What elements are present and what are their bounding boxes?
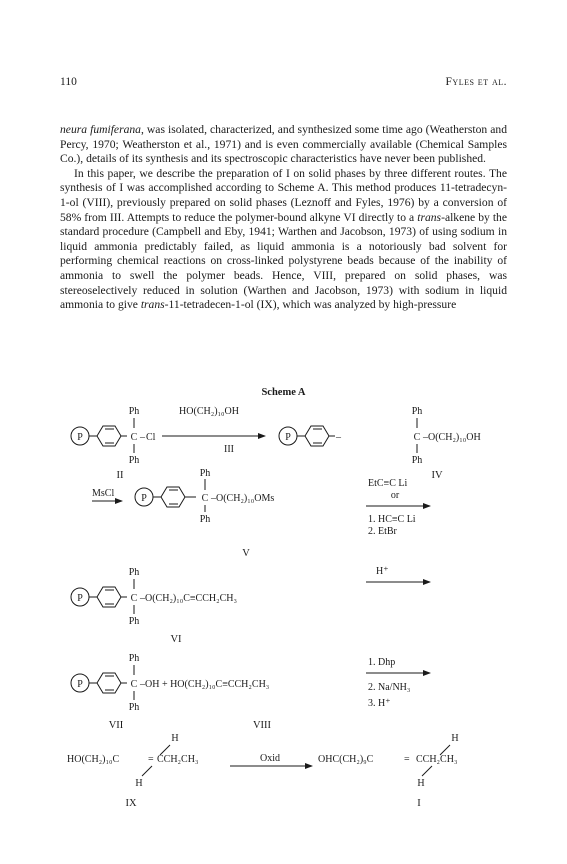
svg-text:3. H⁺: 3. H⁺ [368, 698, 391, 709]
svg-text:EtC≡C Li: EtC≡C Li [368, 478, 408, 489]
svg-text:–: – [336, 432, 341, 443]
svg-text:–O(CH₂)₁₀C≡CCH₂CH₃: –O(CH₂)₁₀C≡CCH₂CH₃ [140, 593, 237, 604]
text-run: -alkene by the standard procedure (Campbell and Eby, 1941; Warthen and Jacobson, 1973) of using sodium in liquid ammonia predictably failed, as liquid ammonia is a notoriously bad solvent for performing chemical reactions on cross-linked polystyrene beads because of the inability of ammonia to swell the polymer beads. Hence, VIII, prepared on solid phases, was stereoselectively reduced in solution (Warthen and Jacobson, 1973) with sodium in liquid ammonia to give [60, 210, 507, 312]
benzene-ring-icon [305, 426, 329, 446]
svg-text:Ph: Ph [128, 455, 140, 466]
compound-I [318, 733, 459, 809]
svg-text:H: H [135, 778, 143, 789]
svg-text:C: C [130, 593, 138, 604]
italic-run: neura fumiferana [60, 123, 141, 136]
scheme-title: Scheme A [261, 387, 306, 398]
svg-text:Ph: Ph [411, 455, 423, 466]
svg-text:VI: VI [170, 634, 182, 645]
svg-text:–: – [140, 432, 145, 443]
svg-text:=: = [148, 754, 154, 765]
svg-text:–O(CH₂)₁₀OH: –O(CH₂)₁₀OH [423, 432, 481, 443]
svg-text:CCH₂CH₃: CCH₂CH₃ [416, 754, 458, 765]
svg-text:P: P [77, 432, 83, 443]
svg-text:Ph: Ph [128, 567, 140, 578]
benzene-ring-icon [97, 587, 121, 607]
svg-text:Ph: Ph [128, 406, 140, 417]
polymer-icon [279, 427, 297, 445]
polymer-icon [135, 488, 153, 506]
svg-text:IX: IX [125, 798, 137, 809]
text-run: In this paper, we describe the preparation of I on solid phases by three different routes. The synthesis of I was accomplished according to Scheme A. This method produces 11-tetradecyn-1-ol (VIII), previously prepared on solid phases (Leznoff and Fyles, 1976) by a conversion of 58% from III. Attempts to reduce the polymer-bound alkyne VI directly to a [60, 166, 507, 224]
svg-text:–O(CH₂)₁₀OMs: –O(CH₂)₁₀OMs [211, 493, 275, 504]
reagent-decanediol: HO(CH₂)₁₀OH [179, 406, 239, 417]
svg-text:P: P [77, 679, 83, 690]
benzene-ring-icon [97, 426, 121, 446]
svg-text:Cl: Cl [146, 432, 156, 443]
svg-text:C: C [130, 679, 138, 690]
svg-text:Ph: Ph [128, 702, 140, 713]
reagent-oxid: Oxid [260, 753, 280, 764]
svg-text:H: H [417, 778, 425, 789]
text-run: , was isolated, characterized, and synthesized some time ago (Weatherston and Percy, 1970; Weatherston et al., 1971) and is even commercially available (Chemical Samples Co.), details of its synthesis and its spectroscopic characteristics have never been published. [60, 123, 507, 166]
benzene-ring-icon [161, 487, 185, 507]
svg-text:Ph: Ph [199, 514, 211, 525]
compound-IX [67, 733, 198, 809]
svg-text:I: I [417, 798, 421, 809]
svg-text:2. EtBr: 2. EtBr [368, 526, 397, 537]
svg-text:VIII: VIII [252, 720, 272, 731]
polymer-icon [71, 588, 89, 606]
svg-text:2. Na/NH₃: 2. Na/NH₃ [368, 682, 411, 693]
svg-text:VII: VII [108, 720, 124, 731]
reagent-mscl: MsCl [92, 488, 115, 499]
benzene-ring-icon [97, 673, 121, 693]
svg-text:P: P [77, 593, 83, 604]
svg-text:H: H [451, 733, 459, 744]
svg-text:Ph: Ph [199, 468, 211, 479]
svg-text:–OH + HO(CH₂)₁₀C≡CCH₂CH₃: –OH + HO(CH₂)₁₀C≡CCH₂CH₃ [140, 679, 270, 690]
svg-text:II: II [116, 470, 124, 481]
polymer-icon [71, 427, 89, 445]
running-head-text: Fyles et al. [445, 76, 507, 88]
svg-text:IV: IV [431, 470, 443, 481]
alkylation-reagents [366, 478, 430, 537]
svg-text:C: C [413, 432, 421, 443]
italic-run: trans [140, 298, 165, 312]
svg-text:OHC(CH₂)₉C: OHC(CH₂)₉C [318, 754, 374, 765]
svg-text:C: C [130, 432, 138, 443]
text-run: -11-tetradecen-1-ol (IX), which was analyzed by high-pressure [164, 298, 457, 312]
svg-text:Ph: Ph [128, 653, 140, 664]
svg-text:1. HC≡C Li: 1. HC≡C Li [368, 514, 416, 525]
reduction-reagents [366, 657, 430, 709]
svg-text:CCH₂CH₃: CCH₂CH₃ [157, 754, 199, 765]
label-III: III [224, 444, 234, 455]
svg-text:C: C [201, 493, 209, 504]
svg-text:Ph: Ph [128, 616, 140, 627]
italic-run: trans [417, 210, 442, 224]
svg-text:P: P [141, 493, 147, 504]
compound-II [71, 406, 156, 481]
compound-V [135, 468, 274, 559]
svg-text:Ph: Ph [411, 406, 423, 417]
svg-text:P: P [285, 432, 291, 443]
page-number: 110 [60, 76, 77, 88]
svg-text:=: = [404, 754, 410, 765]
svg-text:V: V [242, 548, 250, 559]
svg-text:HO(CH₂)₁₀C: HO(CH₂)₁₀C [67, 754, 120, 765]
compounds-VII-VIII [71, 653, 272, 731]
polymer-icon [71, 674, 89, 692]
compound-IV [279, 406, 481, 481]
svg-text:H: H [171, 733, 179, 744]
reagent-acid: H⁺ [376, 566, 389, 577]
compound-VI [71, 567, 237, 645]
svg-text:1. Dhp: 1. Dhp [368, 657, 396, 668]
svg-text:or: or [390, 490, 400, 501]
